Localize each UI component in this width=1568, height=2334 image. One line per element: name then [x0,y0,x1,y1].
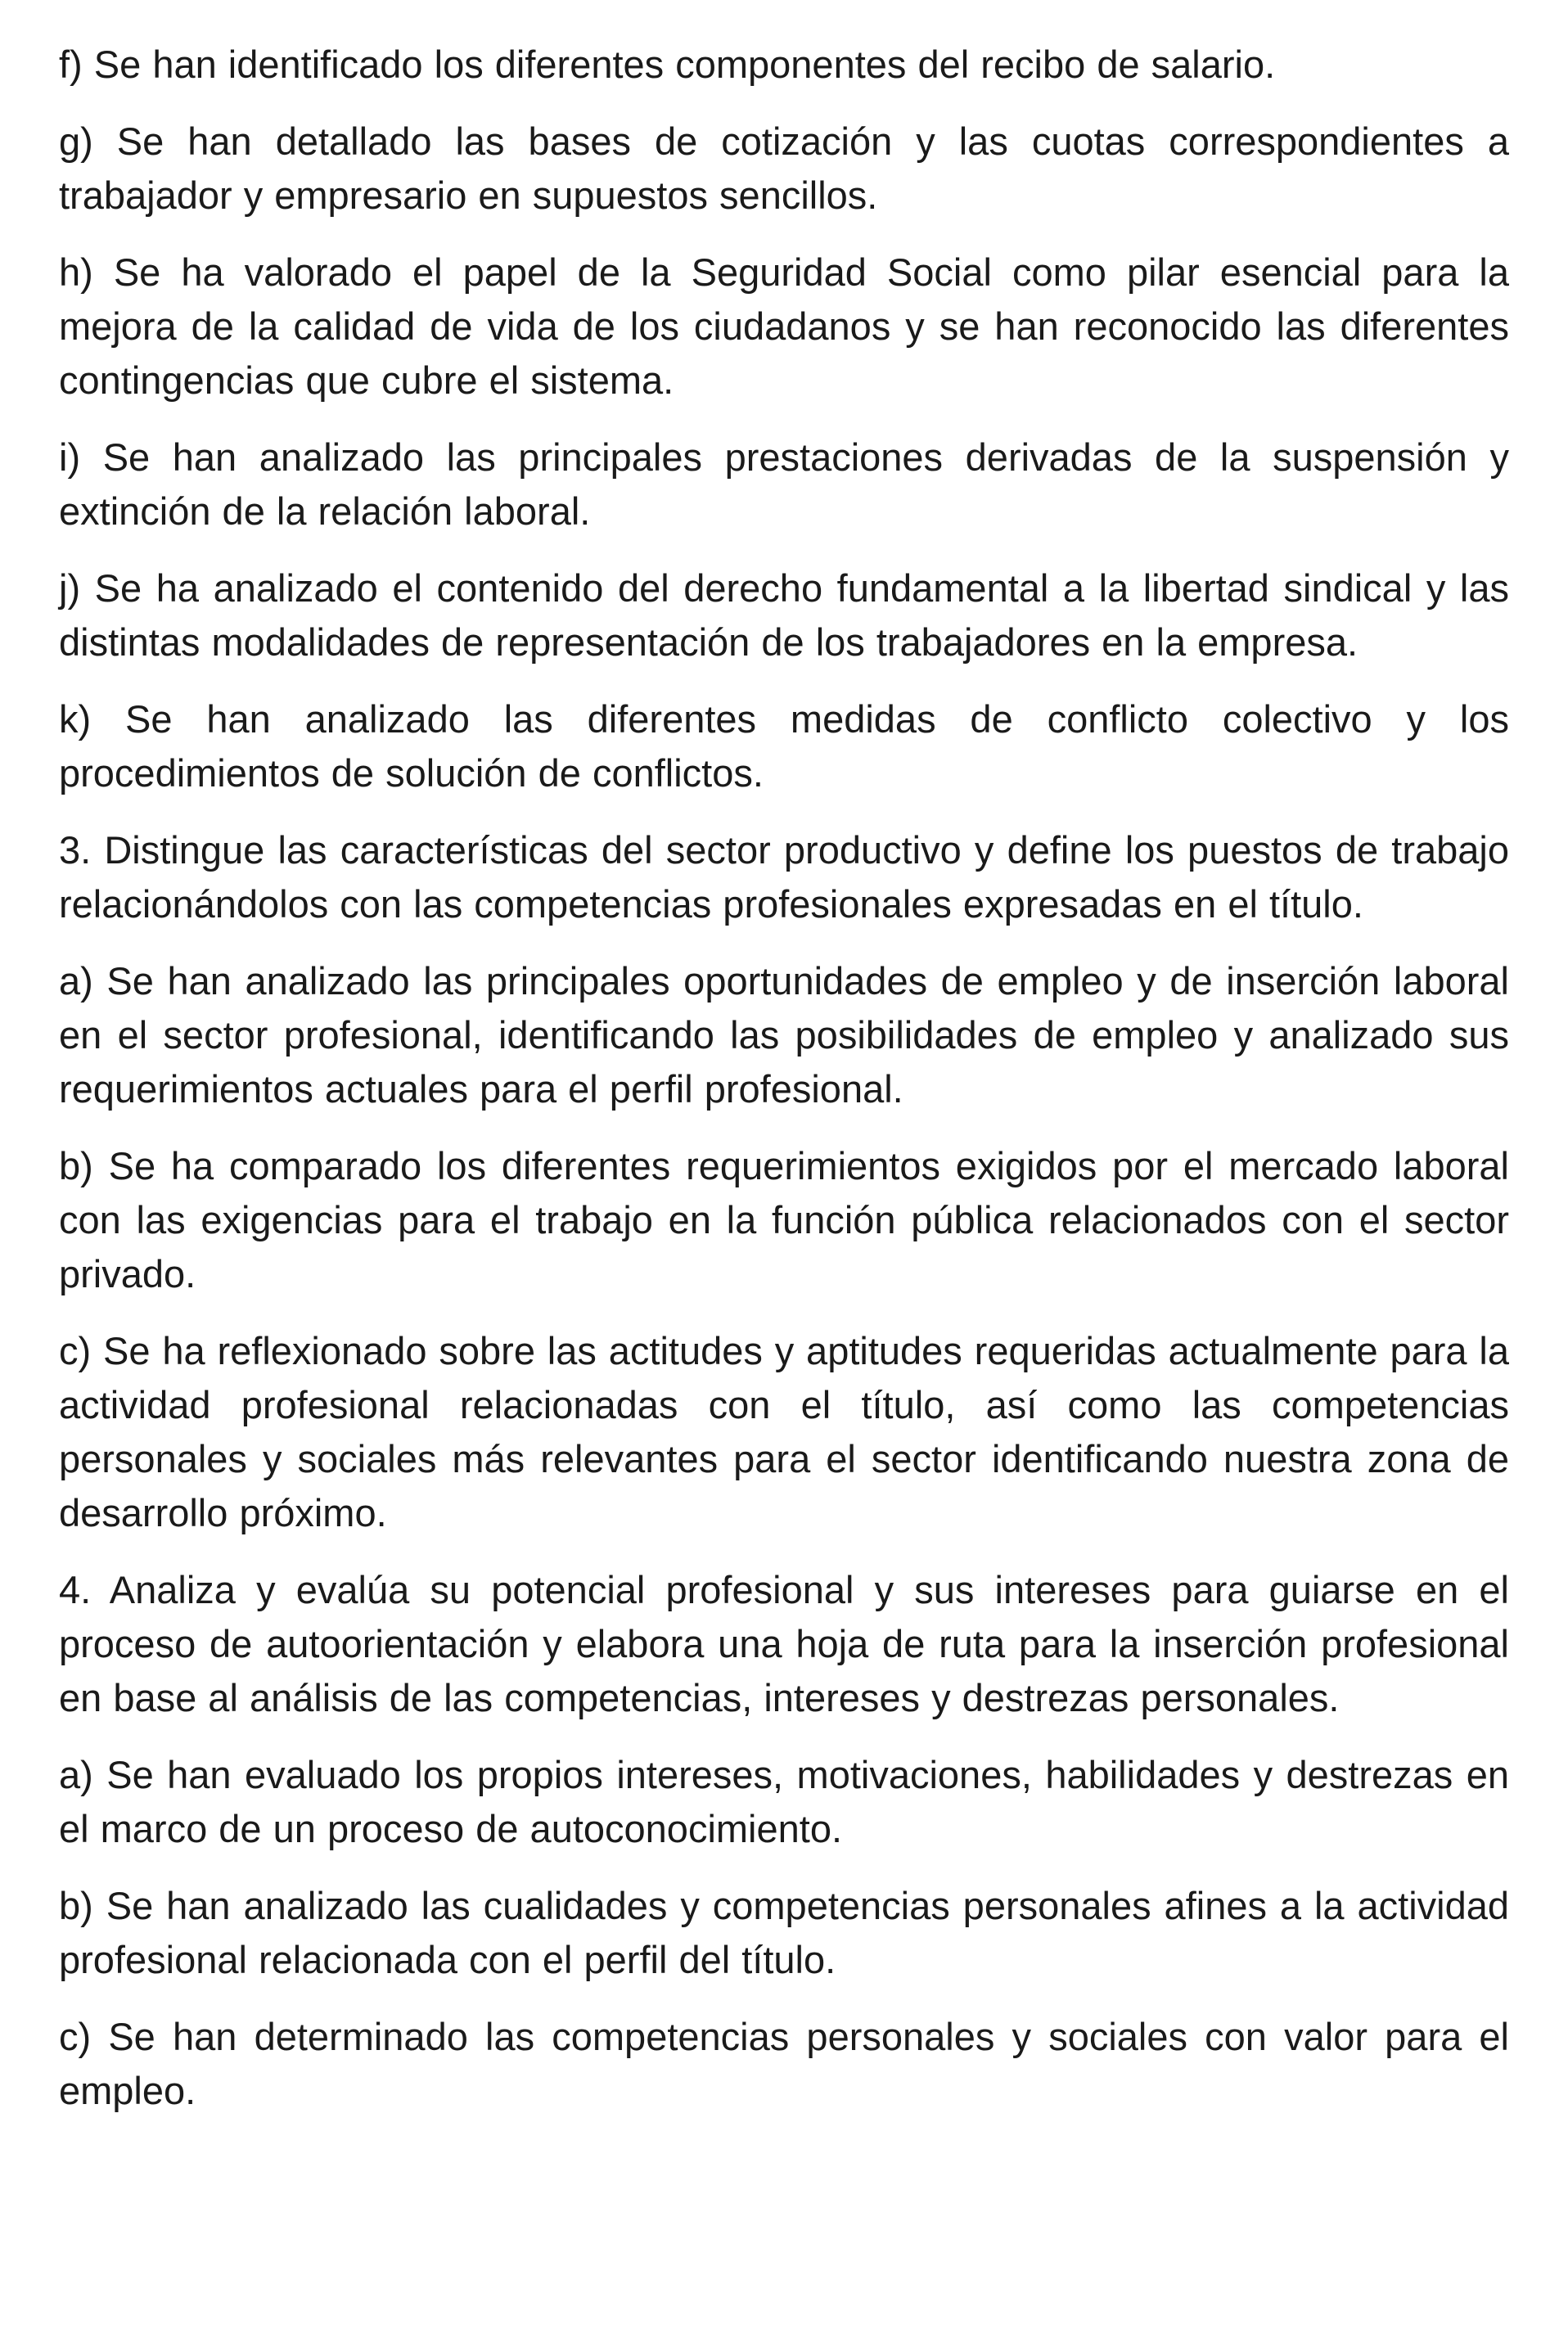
criterion-g-paragraph: g) Se han detallado las bases de cotización y las cuotas correspondientes a trabajador y empresario en supuestos sencillos. [59,119,1509,217]
criterion-h-paragraph: h) Se ha valorado el papel de la Seguridad Social como pilar esencial para la mejora de la calidad de vida de los ciudadanos y se han reconocido las diferentes contingencias que cubre el sistema. [59,250,1509,402]
criterion-i-paragraph: i) Se han analizado las principales prestaciones derivadas de la suspensión y extinción de la relación laboral. [59,435,1509,533]
outcome-4-criterion-b-paragraph: b) Se han analizado las cualidades y competencias personales afines a la actividad profesional relacionada con el perfil del título. [59,1884,1509,1981]
outcome-3-criterion-b-paragraph: b) Se ha comparado los diferentes requerimientos exigidos por el mercado laboral con las exigencias para el trabajo en la función pública relacionados con el sector privado. [59,1144,1509,1295]
criterion-j-paragraph: j) Se ha analizado el contenido del derecho fundamental a la libertad sindical y las distintas modalidades de representación de los trabajadores en la empresa. [59,566,1509,664]
criterion-f-paragraph: f) Se han identificado los diferentes componentes del recibo de salario. [59,43,1276,86]
learning-outcome-4-heading: 4. Analiza y evalúa su potencial profesional y sus intereses para guiarse en el proceso de autoorientación y elabora una hoja de ruta para la inserción profesional en base al análisis de las competencias, intereses y destrezas personales. [59,1568,1509,1719]
outcome-4-criterion-a-paragraph: a) Se han evaluado los propios intereses, motivaciones, habilidades y destrezas en el marco de un proceso de autoconocimiento. [59,1753,1509,1850]
learning-outcome-3-heading: 3. Distingue las características del sector productivo y define los puestos de trabajo relacionándolos con las competencias profesionales expresadas en el título. [59,828,1509,926]
outcome-4-criterion-c-paragraph: c) Se han determinado las competencias personales y sociales con valor para el empleo. [59,2015,1509,2112]
document-page [59,38,1509,2141]
outcome-3-criterion-a-paragraph: a) Se han analizado las principales oportunidades de empleo y de inserción laboral en el sector profesional, identificando las posibilidades de empleo y analizado sus requerimientos actuales para el perfil profesional. [59,959,1509,1111]
outcome-3-criterion-c-paragraph: c) Se ha reflexionado sobre las actitudes y aptitudes requeridas actualmente para la actividad profesional relacionadas con el título, así como las competencias personales y sociales más relevantes para el sector identificando nuestra zona de desarrollo próximo. [59,1329,1509,1534]
criterion-k-paragraph: k) Se han analizado las diferentes medidas de conflicto colectivo y los procedimientos de solución de conflictos. [59,697,1509,795]
